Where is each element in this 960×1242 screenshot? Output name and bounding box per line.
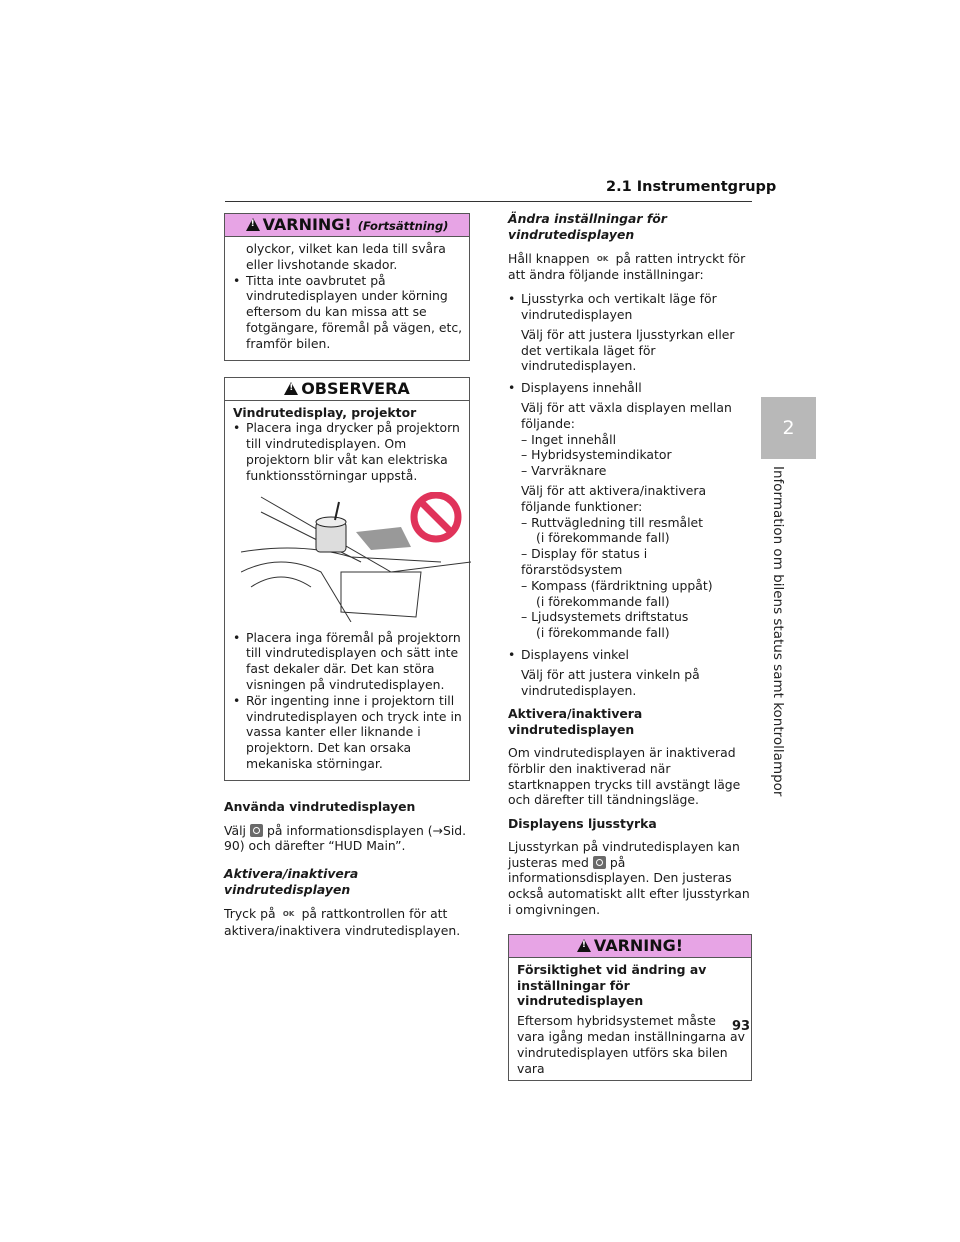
chapter-tab: 2: [761, 397, 816, 459]
observera-bullet: • Placera inga föremål på projektorn till vindrutedisplayen och sätt inte fast dekaler där. Det kan störa visningen på vindrutedisplayen.: [233, 630, 463, 693]
list-item-note: (i förekommande fall): [536, 593, 670, 609]
toggle-text: Tryck på OK på rattkontrollen för att aktivera/inaktivera vindrutedisplayen.: [224, 905, 461, 938]
toggle-heading: Aktivera/inaktivera vindrutedisplayen: [224, 866, 359, 897]
warning-triangle-icon: [246, 218, 260, 231]
setting-desc: Välj för att växla displayen mellan följande:: [521, 399, 732, 431]
list-item: – Ljudsystemets driftstatus: [521, 609, 689, 625]
list-item-note: (i förekommande fall): [536, 625, 670, 641]
brightness-text: Ljusstyrkan på vindrutedisplayen kan justeras med på informationsdisplayen. Den justeras också automatiskt allt efter ljusstyrkan i omgivningen.: [508, 838, 750, 918]
list-item: – Ruttvägledning till resmålet: [521, 514, 704, 530]
ok-button-icon: OK: [596, 254, 609, 263]
header-rule: [225, 201, 752, 202]
activate-text: Om vindrutedisplayen är inaktiverad förblir den inaktiverad när startknappen trycks till avstängt läge och därefter till tändningsläge.: [508, 744, 741, 808]
observera-subhead: Vindrutedisplay, projektor: [233, 404, 417, 420]
warning-line: olyckor, vilket kan leda till svåra eller livshotande skador.: [246, 241, 446, 272]
settings-gear-icon: [250, 824, 263, 837]
warning-bullet: • Titta inte oavbrutet på vindrutedisplayen under körning eftersom du kan missa att se fotgängare, föremål på vägen, etc, framför bilen.: [233, 273, 463, 352]
settings-gear-icon: [593, 856, 606, 869]
list-item-note: (i förekommande fall): [536, 530, 670, 546]
settings-heading: Ändra inställningar för vindrutedisplayen: [508, 211, 667, 242]
projector-drink-illustration: [241, 492, 471, 622]
list-item: – Display för status i förarstödsystem: [521, 546, 648, 577]
list-item: – Hybridsystemindikator: [521, 447, 672, 463]
warning-text: Eftersom hybridsystemet måste vara igång medan inställningarna av vindrutedisplayen utförs ska bilen vara: [517, 1013, 745, 1076]
activate-heading: Aktivera/inaktivera vindrutedisplayen: [508, 706, 643, 738]
list-item: – Inget innehåll: [521, 431, 617, 447]
setting-desc: Välj för att aktivera/inaktivera följande funktioner:: [521, 482, 707, 514]
brightness-heading: Displayens ljusstyrka: [508, 816, 657, 832]
warning-header: !VARNING!: [509, 935, 751, 958]
right-column: [508, 211, 752, 1081]
observera-bullet: • Placera inga drycker på projektorn till vindrutedisplayen. Om projektorn blir våt kan elektriska funktionsstörningar uppstå.: [233, 420, 463, 483]
use-text: Välj på informationsdisplayen (→Sid. 90) och därefter “HUD Main”.: [224, 822, 467, 854]
setting-bullet: • Ljusstyrka och vertikalt läge för vindrutedisplayen: [508, 291, 752, 323]
warning-subhead: Försiktighet vid ändring av inställningar för vindrutedisplayen: [517, 961, 707, 1009]
list-item: – Varvräknare: [521, 463, 607, 479]
setting-desc: Välj för att justera ljusstyrkan eller det vertikala läget för vindrutedisplayen.: [521, 326, 735, 374]
hold-text: Håll knappen OK på ratten intryckt för att ändra följande inställningar:: [508, 250, 746, 283]
setting-bullet: • Displayens innehåll: [508, 380, 752, 396]
section-header: 2.1 Instrumentgrupp: [606, 179, 777, 195]
warning-triangle-icon: [577, 939, 591, 952]
observera-header: !OBSERVERA: [225, 378, 469, 401]
caution-triangle-icon: [284, 382, 298, 395]
warning-header: !VARNING! (Fortsättning): [225, 214, 469, 237]
page-number: 93: [732, 1019, 751, 1034]
chapter-title: Information om bilens status samt kontrollampor: [770, 466, 786, 797]
use-heading: Använda vindrutedisplayen: [224, 798, 416, 814]
warning-box: [508, 934, 752, 1082]
setting-desc: Välj för att justera vinkeln på vindrutedisplayen.: [521, 666, 700, 698]
left-column: [224, 213, 470, 938]
warning-continued-box: [224, 213, 470, 361]
ok-button-icon: OK: [282, 909, 295, 918]
setting-bullet: • Displayens vinkel: [508, 647, 752, 663]
observera-box: [224, 377, 470, 781]
list-item: – Kompass (färdriktning uppåt): [521, 577, 713, 593]
observera-bullet: • Rör ingenting inne i projektorn till vindrutedisplayen och tryck inte in vassa kanter eller liknande i projektorn. Det kan orsaka mekaniska störningar.: [233, 693, 463, 772]
